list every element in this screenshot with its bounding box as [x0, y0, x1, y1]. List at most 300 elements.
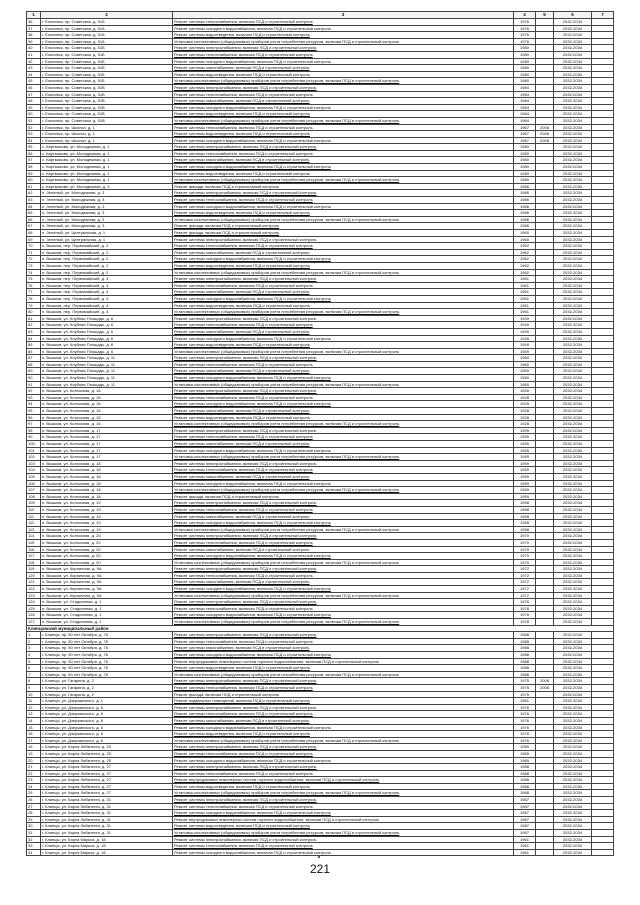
note-cell [592, 533, 614, 540]
table-row [27, 375, 614, 382]
planned-period-cell: 2032-2034 [554, 51, 592, 58]
year-overhaul-cell [536, 473, 554, 480]
note-cell [592, 289, 614, 296]
address-cell: с. Картмазово, ул. Молодежная, д. 1 [41, 164, 173, 171]
work-type-cell: Ремонт системы холодного водоснабжения, включая ПСД и строительный контроль [173, 295, 514, 302]
table-row [27, 203, 614, 210]
year-overhaul-cell [536, 342, 554, 349]
planned-period-cell: 2032-2034 [554, 619, 592, 626]
year-built-cell: 1955 [514, 454, 536, 461]
address-cell: п. Зеленый, ул. Молодежная, д. 3 [41, 216, 173, 223]
planned-period-cell: 2032-2034 [554, 744, 592, 751]
year-overhaul-cell: 2008 [536, 684, 554, 691]
work-type-cell: Ремонт системы газоснабжения, включая ПСД и строительный контроль [173, 368, 514, 375]
table-row [27, 684, 614, 691]
year-overhaul-cell [536, 408, 554, 415]
planned-period-cell: 2032-2034 [554, 137, 592, 144]
note-cell [592, 230, 614, 237]
table-row [27, 427, 614, 434]
row-number-cell: 25 [27, 790, 41, 797]
table-row [27, 731, 614, 738]
year-built-cell: 1967 [514, 124, 536, 131]
planned-period-cell: 2032-2034 [554, 810, 592, 817]
table-row [27, 388, 614, 395]
year-built-cell: 1976 [514, 25, 536, 32]
note-cell [592, 684, 614, 691]
year-built-cell: 1984 [514, 117, 536, 124]
year-overhaul-cell [536, 717, 554, 724]
year-built-cell: 1988 [514, 777, 536, 784]
year-overhaul-cell [536, 78, 554, 85]
year-overhaul-cell [536, 737, 554, 744]
note-cell [592, 210, 614, 217]
note-cell [592, 375, 614, 382]
row-number-cell: 24 [27, 783, 41, 790]
year-overhaul-cell [536, 230, 554, 237]
year-overhaul-cell [536, 84, 554, 91]
work-type-cell: Ремонт системы теплоснабжения, включая ПСД и строительный контроль [173, 91, 514, 98]
planned-period-cell: 2032-2034 [554, 164, 592, 171]
year-built-cell: 1988 [514, 665, 536, 672]
table-row [27, 434, 614, 441]
address-cell: п. Вышков, ул. Колхозная, д. 18 [41, 473, 173, 480]
row-number-cell: 83 [27, 328, 41, 335]
table-row [27, 368, 614, 375]
year-overhaul-cell [536, 190, 554, 197]
planned-period-cell: 2032-2034 [554, 276, 592, 283]
planned-period-cell: 2032-2034 [554, 698, 592, 705]
table-row [27, 553, 614, 560]
work-type-cell: Ремонт системы газоснабжения, включая ПСД и строительный контроль [173, 473, 514, 480]
planned-period-cell: 2032-2034 [554, 579, 592, 586]
table-row [27, 698, 614, 705]
note-cell [592, 797, 614, 804]
year-built-cell: 1928 [514, 401, 536, 408]
year-overhaul-cell [536, 223, 554, 230]
table-row [27, 744, 614, 751]
year-built-cell: 1955 [514, 441, 536, 448]
note-cell [592, 71, 614, 78]
year-built-cell: 1980 [514, 71, 536, 78]
year-overhaul-cell [536, 361, 554, 368]
year-built-cell: 1980 [514, 177, 536, 184]
note-cell [592, 566, 614, 573]
year-built-cell: 1988 [514, 790, 536, 797]
table-row [27, 84, 614, 91]
year-overhaul-cell [536, 599, 554, 606]
year-built-cell: 1978 [514, 605, 536, 612]
work-type-cell: Установка коллективных (общедомовых) приборов учета потребления ресурсов, включая ПСД и строительный контроль [173, 117, 514, 124]
planned-period-cell: 2032-2034 [554, 25, 592, 32]
work-type-cell: Ремонт системы теплоснабжения, включая ПСД и строительный контроль [173, 51, 514, 58]
year-overhaul-cell [536, 32, 554, 39]
note-cell [592, 665, 614, 672]
year-overhaul-cell [536, 177, 554, 184]
work-type-cell: Ремонт системы водоотведения, включая ПСД и строительный контроль [173, 210, 514, 217]
year-built-cell: 1959 [514, 473, 536, 480]
planned-period-cell: 2032-2034 [554, 269, 592, 276]
note-cell [592, 764, 614, 771]
year-built-cell: 1955 [514, 427, 536, 434]
planned-period-cell: 2032-2034 [554, 375, 592, 382]
year-built-cell: 1980 [514, 78, 536, 85]
year-overhaul-cell [536, 467, 554, 474]
work-type-cell: Ремонт системы теплоснабжения, включая ПСД и строительный контроль [173, 711, 514, 718]
table-row [27, 480, 614, 487]
address-cell: п. Вышков, ул. Колхозная, д. 18 [41, 460, 173, 467]
address-cell: п. Зеленый, ул. Молодежная, д. 3 [41, 203, 173, 210]
table-row [27, 487, 614, 494]
row-number-cell: 5 [27, 658, 41, 665]
address-cell: п. Вышков, ул. Клубная Площадь, д. 6 [41, 328, 173, 335]
planned-period-cell: 2032-2034 [554, 262, 592, 269]
planned-period-cell: 2032-2034 [554, 770, 592, 777]
address-cell: г. Клинцы, ул. Карла Либкнехта, д. 27 [41, 790, 173, 797]
note-cell [592, 750, 614, 757]
note-cell [592, 408, 614, 415]
table-row [27, 447, 614, 454]
year-built-cell: 1972 [514, 579, 536, 586]
planned-period-cell: 2032-2034 [554, 467, 592, 474]
year-built-cell: 1949 [514, 342, 536, 349]
table-row [27, 579, 614, 586]
year-overhaul-cell [536, 183, 554, 190]
row-number-cell: 1 [27, 632, 41, 639]
table-row [27, 236, 614, 243]
row-number-cell: 104 [27, 467, 41, 474]
row-number-cell: 122 [27, 586, 41, 593]
work-type-cell: Ремонт внутридомовых инженерных систем горячего водоснабжения, включая ПСД и строительный контроль [173, 816, 514, 823]
address-cell: п. Вышков, ул. Колхозная, д. 16 [41, 388, 173, 395]
planned-period-cell: 2032-2034 [554, 38, 592, 45]
year-built-cell: 1978 [514, 612, 536, 619]
note-cell [592, 117, 614, 124]
work-type-cell: Ремонт системы холодного водоснабжения, включая ПСД и строительный контроль [173, 25, 514, 32]
address-cell: п. Вышков, ул. Колхозная, д. 20 [41, 559, 173, 566]
year-overhaul-cell [536, 282, 554, 289]
table-row [27, 473, 614, 480]
address-cell: п. Вышков, ул. Клубная Площадь, д. 6 [41, 342, 173, 349]
work-type-cell: Ремонт системы электроснабжения, включая ПСД и строительный контроль [173, 599, 514, 606]
year-overhaul-cell [536, 111, 554, 118]
year-overhaul-cell [536, 441, 554, 448]
table-row [27, 783, 614, 790]
planned-period-cell: 2032-2034 [554, 368, 592, 375]
year-built-cell: 1980 [514, 170, 536, 177]
row-number-cell: 44 [27, 71, 41, 78]
note-cell [592, 638, 614, 645]
year-built-cell: 1989 [514, 757, 536, 764]
year-built-cell: 1975 [514, 678, 536, 685]
year-overhaul-cell [536, 434, 554, 441]
planned-period-cell: 2032-2034 [554, 520, 592, 527]
planned-period-cell: 2032-2034 [554, 131, 592, 138]
year-overhaul-cell [536, 427, 554, 434]
address-cell: п. Вышков, ул. Клубная Площадь, д. 11 [41, 368, 173, 375]
address-cell: г. Ельнинск, пр. Школьн, д. 1 [41, 131, 173, 138]
address-cell: г. Клинцы, ул. Карла Либкнехта, д. 31 [41, 797, 173, 804]
table-row [27, 394, 614, 401]
year-built-cell: 1988 [514, 652, 536, 659]
year-built-cell: 1972 [514, 586, 536, 593]
planned-period-cell: 2032-2034 [554, 480, 592, 487]
note-cell [592, 658, 614, 665]
row-number-cell: 33 [27, 843, 41, 850]
planned-period-cell: 2032-2034 [554, 355, 592, 362]
table-row [27, 65, 614, 72]
row-number-cell: 50 [27, 111, 41, 118]
table-row [27, 632, 614, 639]
work-type-cell: Ремонт системы холодного водоснабжения, включая ПСД и строительный контроль [173, 58, 514, 65]
note-cell [592, 150, 614, 157]
year-built-cell: 1961 [514, 849, 536, 856]
table-row [27, 183, 614, 190]
address-cell: с. Картмазово, ул. Молодежная, д. 1 [41, 177, 173, 184]
note-cell [592, 671, 614, 678]
row-number-cell: 3 [27, 645, 41, 652]
year-overhaul-cell [536, 394, 554, 401]
table-row [27, 737, 614, 744]
row-number-cell: 48 [27, 98, 41, 105]
address-cell: г. Клинцы, ул. Карла Либкнехта, д. 27 [41, 777, 173, 784]
address-cell: г. Ельнинск, пр. Советская, д. 51В [41, 84, 173, 91]
planned-period-cell: 2032-2034 [554, 104, 592, 111]
address-cell: п. Вышков, ул. Колхозная, д. 17 [41, 427, 173, 434]
note-cell [592, 401, 614, 408]
work-type-cell: Ремонт системы газоснабжения, включая ПСД и строительный контроль [173, 249, 514, 256]
note-cell [592, 572, 614, 579]
year-overhaul-cell [536, 579, 554, 586]
planned-period-cell: 2032-2034 [554, 632, 592, 639]
table-row [27, 348, 614, 355]
table-row [27, 78, 614, 85]
planned-period-cell: 2032-2034 [554, 605, 592, 612]
table-row [27, 592, 614, 599]
note-cell [592, 58, 614, 65]
work-type-cell: Ремонт фасада, включая ПСД и строительный контроль [173, 223, 514, 230]
row-number-cell: 19 [27, 750, 41, 757]
year-overhaul-cell [536, 849, 554, 856]
planned-period-cell: 2032-2034 [554, 460, 592, 467]
work-type-cell: Ремонт системы электроснабжения, включая ПСД и строительный контроль [173, 144, 514, 151]
year-built-cell: 1986 [514, 223, 536, 230]
row-number-cell: 63 [27, 197, 41, 204]
page-number: 221 [309, 862, 331, 876]
address-cell: г. Ельнинск, пр. Советская, д. 51В [41, 91, 173, 98]
work-type-cell: Установка коллективных (общедомовых) приборов учета потребления ресурсов, включая ПСД и строительный контроль [173, 216, 514, 223]
year-overhaul-cell [536, 58, 554, 65]
table-row [27, 777, 614, 784]
note-cell [592, 744, 614, 751]
row-number-cell: 21 [27, 764, 41, 771]
address-cell: г. Клинцы, ул. Дзержинского, д. 6 [41, 717, 173, 724]
year-built-cell: 1960 [514, 230, 536, 237]
work-type-cell: Ремонт фасада, включая ПСД и строительный контроль [173, 230, 514, 237]
note-cell [592, 632, 614, 639]
work-type-cell: Ремонт системы электроснабжения, включая ПСД и строительный контроль [173, 744, 514, 751]
row-number-cell: 29 [27, 816, 41, 823]
year-overhaul-cell [536, 236, 554, 243]
year-built-cell: 1976 [514, 704, 536, 711]
note-cell [592, 302, 614, 309]
address-cell: г. Клинцы, пр. 50 лет Октября, д. 76 [41, 645, 173, 652]
note-cell [592, 394, 614, 401]
row-number-cell: 49 [27, 104, 41, 111]
row-number-cell: 34 [27, 849, 41, 856]
table-row [27, 361, 614, 368]
note-cell [592, 803, 614, 810]
work-type-cell: Ремонт системы холодного водоснабжения, включая ПСД и строительный контроль [173, 401, 514, 408]
work-type-cell: Установка коллективных (общедомовых) приборов учета потребления ресурсов, включая ПСД и строительный контроль [173, 830, 514, 837]
planned-period-cell: 2032-2034 [554, 638, 592, 645]
address-cell: г. Ельнинск, пр. Советская, д. 51Б [41, 65, 173, 72]
year-overhaul-cell [536, 157, 554, 164]
row-number-cell: 112 [27, 520, 41, 527]
planned-period-cell: 2032-2034 [554, 586, 592, 593]
year-overhaul-cell [536, 197, 554, 204]
work-type-cell: Ремонт системы электроснабжения, включая ПСД и строительный контроль [173, 236, 514, 243]
table-row [27, 586, 614, 593]
row-number-cell: 82 [27, 322, 41, 329]
work-type-cell: Ремонт системы водоотведения, включая ПСД и строительный контроль [173, 342, 514, 349]
work-type-cell: Ремонт системы газоснабжения, включая ПСД и строительный контроль [173, 717, 514, 724]
planned-period-cell: 2032-2034 [554, 493, 592, 500]
planned-period-cell: 2032-2034 [554, 421, 592, 428]
year-overhaul-cell [536, 586, 554, 593]
table-row [27, 98, 614, 105]
work-type-cell: Ремонт системы электроснабжения, включая ПСД и строительный контроль [173, 315, 514, 322]
work-type-cell: Ремонт системы водоотведения, включая ПСД и строительный контроль [173, 131, 514, 138]
row-number-cell: 52 [27, 124, 41, 131]
row-number-cell: 123 [27, 592, 41, 599]
row-number-cell: 98 [27, 427, 41, 434]
year-overhaul-cell [536, 770, 554, 777]
address-cell: г. Клинцы, ул. Дзержинского, д. 6 [41, 737, 173, 744]
table-row [27, 770, 614, 777]
planned-period-cell: 2032-2034 [554, 513, 592, 520]
work-type-cell: Ремонт системы газоснабжения, включая ПСД и строительный контроль [173, 441, 514, 448]
note-cell [592, 295, 614, 302]
note-cell [592, 388, 614, 395]
work-type-cell: Ремонт системы холодного водоснабжения, включая ПСД и строительный контроль [173, 256, 514, 263]
year-overhaul-cell [536, 98, 554, 105]
address-cell: г. Ельнинск, пр. Школьн, д. 1 [41, 124, 173, 131]
row-number-cell: 20 [27, 757, 41, 764]
row-number-cell: 116 [27, 546, 41, 553]
work-type-cell: Установка коллективных (общедомовых) приборов учета потребления ресурсов, включая ПСД и строительный контроль [173, 38, 514, 45]
row-number-cell: 87 [27, 355, 41, 362]
address-cell: г. Клинцы, ул. Дзержинского, д. 1 [41, 698, 173, 705]
note-cell [592, 790, 614, 797]
page-mark [318, 856, 320, 858]
table-row [27, 638, 614, 645]
row-number-cell: 58 [27, 164, 41, 171]
planned-period-cell: 2032-2034 [554, 71, 592, 78]
address-cell: г. Клинцы, ул. Карла Маркса, д. 18 [41, 836, 173, 843]
year-overhaul-cell [536, 816, 554, 823]
address-cell: г. Ельнинск, пр. Советская, д. 51Б [41, 45, 173, 52]
address-cell: п. Вышков, пер. Первомайский, д. 2 [41, 269, 173, 276]
work-type-cell: Ремонт внутридомовых инженерных систем горячего водоснабжения, включая ПСД и строительный контроль [173, 777, 514, 784]
planned-period-cell: 2032-2034 [554, 210, 592, 217]
year-built-cell: 1980 [514, 164, 536, 171]
planned-period-cell: 2032-2034 [554, 348, 592, 355]
note-cell [592, 137, 614, 144]
address-cell: п. Вышков, ул. Колхозная, д. 16 [41, 421, 173, 428]
row-number-cell: 10 [27, 691, 41, 698]
planned-period-cell: 2032-2034 [554, 302, 592, 309]
planned-period-cell: 2032-2034 [554, 737, 592, 744]
year-overhaul-cell [536, 243, 554, 250]
year-overhaul-cell [536, 691, 554, 698]
year-overhaul-cell [536, 843, 554, 850]
year-overhaul-cell [536, 836, 554, 843]
work-type-cell: Ремонт системы электроснабжения, включая ПСД и строительный контроль [173, 566, 514, 573]
row-number-cell: 89 [27, 368, 41, 375]
row-number-cell: 110 [27, 506, 41, 513]
row-number-cell: 109 [27, 500, 41, 507]
year-overhaul-cell [536, 665, 554, 672]
planned-period-cell: 2032-2034 [554, 230, 592, 237]
year-built-cell: 1961 [514, 282, 536, 289]
work-type-cell: Ремонт системы водоотведения, включая ПСД и строительный контроль [173, 783, 514, 790]
planned-period-cell: 2032-2034 [554, 427, 592, 434]
year-overhaul-cell [536, 355, 554, 362]
planned-period-cell: 2032-2034 [554, 454, 592, 461]
row-number-cell: 14 [27, 717, 41, 724]
note-cell [592, 104, 614, 111]
address-cell: п. Вышков, пер. Первомайский, д. 2 [41, 262, 173, 269]
address-cell: п. Вышков, ул. Колхозная, д. 19 [41, 506, 173, 513]
work-type-cell: Ремонт системы теплоснабжения, включая ПСД и строительный контроль [173, 124, 514, 131]
address-cell: г. Ельнинск, пр. Советская, д. 51А [41, 25, 173, 32]
planned-period-cell: 2032-2034 [554, 328, 592, 335]
planned-period-cell: 2032-2034 [554, 500, 592, 507]
note-cell [592, 45, 614, 52]
table-row [27, 750, 614, 757]
year-built-cell: 1961 [514, 843, 536, 850]
address-cell: г. Ельнинск, пр. Советская, д. 51В [41, 111, 173, 118]
year-overhaul-cell [536, 711, 554, 718]
year-overhaul-cell [536, 592, 554, 599]
year-built-cell: 1980 [514, 150, 536, 157]
address-cell: п. Зеленый, ул. Центральная, д. 1 [41, 230, 173, 237]
year-built-cell: 1928 [514, 388, 536, 395]
note-cell [592, 816, 614, 823]
year-built-cell: 1961 [514, 295, 536, 302]
year-overhaul-cell [536, 335, 554, 342]
note-cell [592, 84, 614, 91]
row-number-cell: 54 [27, 137, 41, 144]
planned-period-cell: 2032-2034 [554, 295, 592, 302]
address-cell: п. Вышков, ул. Кирпичная, д. 9А [41, 566, 173, 573]
work-type-cell: Ремонт системы теплоснабжения, включая ПСД и строительный контроль [173, 572, 514, 579]
table-row [27, 704, 614, 711]
planned-period-cell: 2032-2034 [554, 124, 592, 131]
planned-period-cell: 2032-2034 [554, 190, 592, 197]
year-built-cell: 1987 [514, 803, 536, 810]
year-built-cell: 1970 [514, 539, 536, 546]
planned-period-cell: 2032-2034 [554, 559, 592, 566]
year-built-cell: 1961 [514, 309, 536, 316]
planned-period-cell: 2032-2034 [554, 322, 592, 329]
note-cell [592, 111, 614, 118]
row-number-cell: 81 [27, 315, 41, 322]
work-type-cell: Ремонт системы холодного водоснабжения, включая ПСД и строительный контроль [173, 757, 514, 764]
row-number-cell: 41 [27, 51, 41, 58]
table-row [27, 230, 614, 237]
header-cell: 7 [592, 12, 614, 19]
